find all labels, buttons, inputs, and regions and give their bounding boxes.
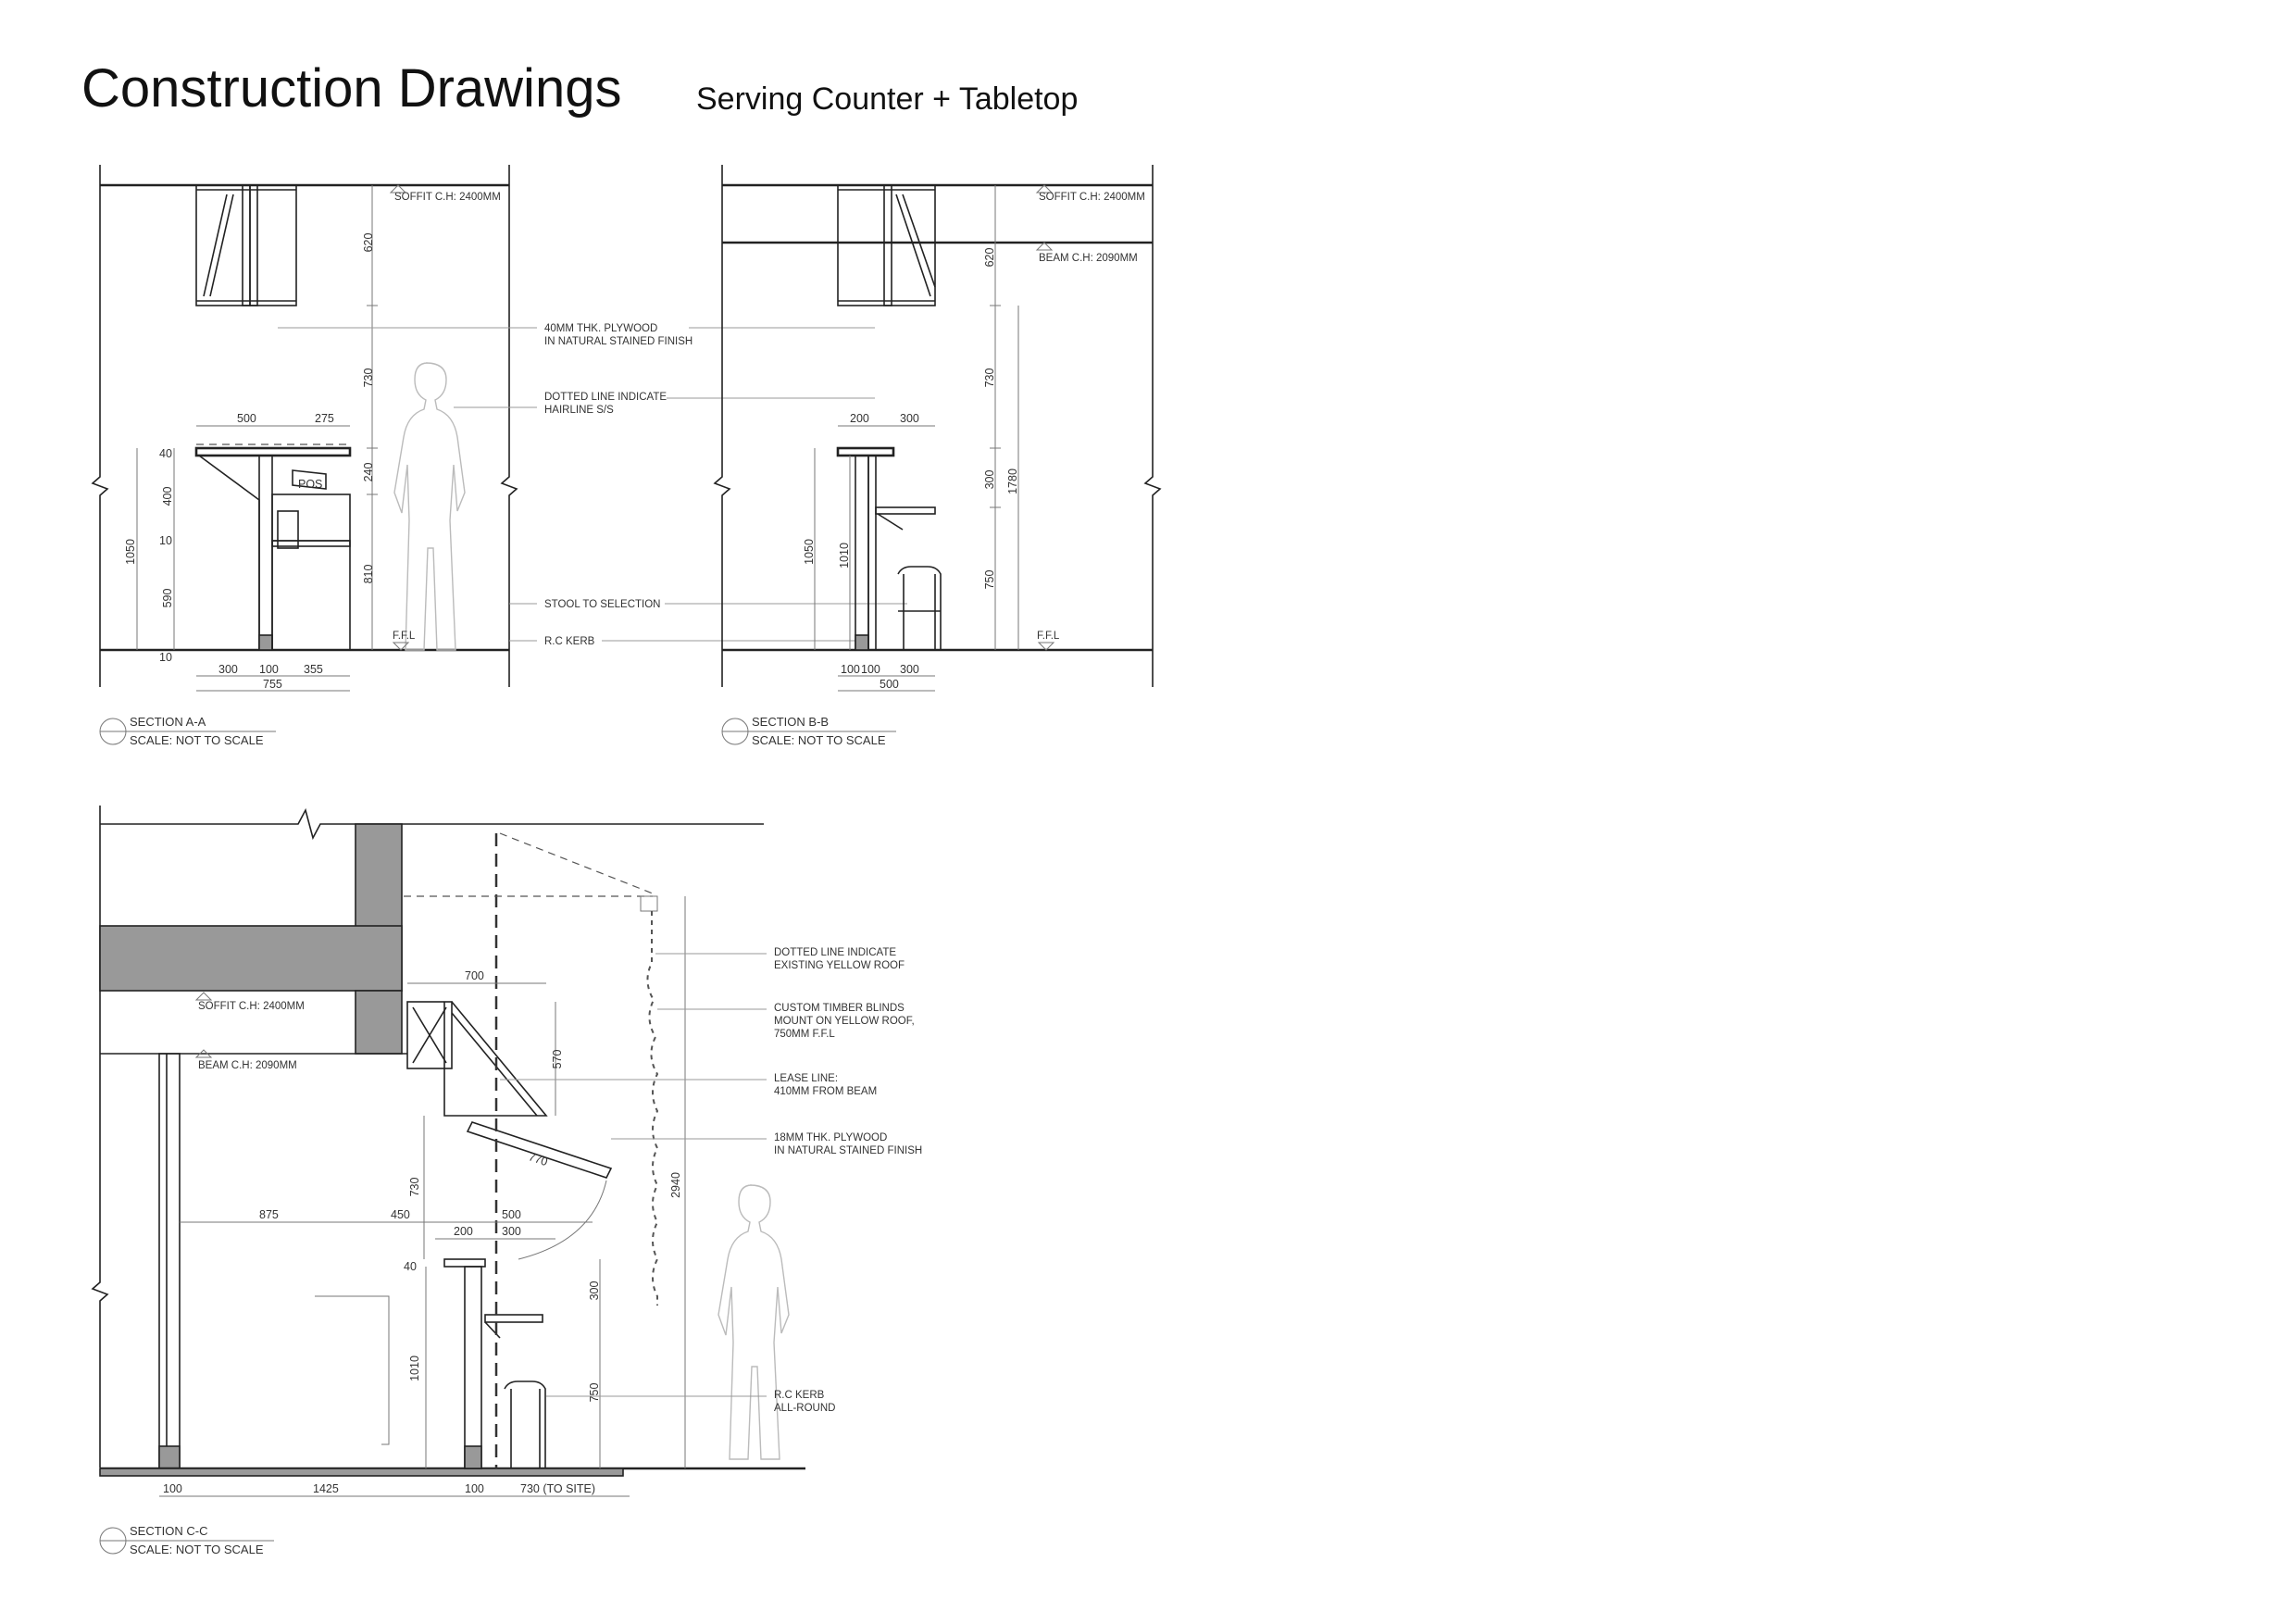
- svg-text:STOOL TO SELECTION: STOOL TO SELECTION: [544, 599, 661, 610]
- section-c-top-break-line: [100, 810, 764, 838]
- section-b-countertop: [838, 448, 893, 456]
- section-a-a-drawing: [93, 165, 517, 747]
- section-c-flap-panel: [468, 1122, 611, 1178]
- svg-text:IN NATURAL STAINED FINISH: IN NATURAL STAINED FINISH: [774, 1145, 923, 1156]
- svg-text:1010: 1010: [838, 543, 851, 568]
- section-c-concrete-beam: [100, 926, 402, 991]
- svg-text:BEAM C.H: 2090MM: BEAM C.H: 2090MM: [1039, 253, 1138, 264]
- section-c-soffit-marker: [196, 993, 211, 1000]
- svg-text:300: 300: [502, 1225, 521, 1238]
- section-b-stool: [898, 567, 941, 650]
- section-c-timber-blinds: [647, 911, 657, 1305]
- section-a-right-wall: [502, 165, 517, 687]
- svg-text:40MM THK. PLYWOOD: 40MM THK. PLYWOOD: [544, 323, 658, 334]
- svg-text:240: 240: [362, 462, 375, 482]
- svg-text:DOTTED LINE INDICATE: DOTTED LINE INDICATE: [774, 947, 897, 958]
- svg-text:620: 620: [362, 232, 375, 253]
- svg-text:300: 300: [588, 1280, 601, 1301]
- section-c-human-figure: [718, 1185, 789, 1459]
- svg-text:500: 500: [880, 678, 899, 691]
- svg-text:10: 10: [159, 651, 172, 664]
- section-a-counter-post: [259, 456, 272, 650]
- section-a-counter-body: [272, 494, 350, 650]
- svg-text:100: 100: [861, 663, 880, 676]
- svg-text:750: 750: [588, 1382, 601, 1403]
- svg-text:200: 200: [850, 412, 869, 425]
- section-b-tabletop: [876, 507, 935, 514]
- section-c-stool: [505, 1381, 545, 1468]
- svg-text:500: 500: [237, 412, 256, 425]
- section-a-overhead-cabinet: [196, 185, 296, 306]
- svg-text:500: 500: [502, 1208, 521, 1221]
- svg-text:810: 810: [362, 564, 375, 584]
- svg-text:40: 40: [159, 447, 172, 460]
- svg-text:1425: 1425: [313, 1482, 339, 1495]
- svg-text:1050: 1050: [803, 539, 816, 565]
- svg-text:410MM FROM BEAM: 410MM FROM BEAM: [774, 1086, 878, 1097]
- section-b-scale: SCALE: NOT TO SCALE: [752, 733, 886, 747]
- svg-text:875: 875: [259, 1208, 279, 1221]
- svg-text:F.F.L: F.F.L: [393, 631, 416, 642]
- svg-text:POS: POS: [298, 478, 323, 491]
- section-c-counter-post: [465, 1267, 481, 1468]
- section-c-left-wall: [93, 806, 107, 1468]
- svg-text:750: 750: [983, 569, 996, 590]
- svg-text:730: 730: [362, 368, 375, 388]
- svg-text:DOTTED LINE INDICATE: DOTTED LINE INDICATE: [544, 392, 668, 403]
- svg-text:400: 400: [161, 486, 174, 506]
- svg-text:1050: 1050: [124, 539, 137, 565]
- svg-text:BEAM C.H: 2090MM: BEAM C.H: 2090MM: [198, 1060, 297, 1071]
- svg-text:450: 450: [391, 1208, 410, 1221]
- section-c-title: SECTION C-C: [130, 1524, 208, 1538]
- svg-text:355: 355: [304, 663, 323, 676]
- svg-text:SOFFIT C.H: 2400MM: SOFFIT C.H: 2400MM: [1039, 192, 1145, 203]
- section-c-c-drawing: [93, 806, 922, 1556]
- svg-text:620: 620: [983, 247, 996, 268]
- section-b-b-drawing: [715, 165, 1160, 747]
- svg-text:300: 300: [983, 469, 996, 490]
- svg-text:F.F.L: F.F.L: [1037, 631, 1060, 642]
- section-c-scale: SCALE: NOT TO SCALE: [130, 1543, 264, 1556]
- svg-text:730: 730: [408, 1177, 421, 1197]
- svg-text:100: 100: [465, 1482, 484, 1495]
- svg-text:R.C KERB: R.C KERB: [544, 636, 595, 647]
- svg-text:300: 300: [900, 412, 919, 425]
- svg-text:40: 40: [404, 1260, 417, 1273]
- section-c-existing-roof: [500, 833, 653, 893]
- svg-text:100: 100: [841, 663, 860, 676]
- svg-text:MOUNT ON YELLOW ROOF,: MOUNT ON YELLOW ROOF,: [774, 1016, 915, 1027]
- svg-text:300: 300: [900, 663, 919, 676]
- svg-text:10: 10: [159, 534, 172, 547]
- section-b-counter-post: [855, 456, 868, 650]
- svg-text:1010: 1010: [408, 1355, 421, 1381]
- svg-text:CUSTOM TIMBER BLINDS: CUSTOM TIMBER BLINDS: [774, 1003, 905, 1014]
- svg-text:275: 275: [315, 412, 334, 425]
- section-a-countertop: [196, 448, 350, 456]
- section-a-scale: SCALE: NOT TO SCALE: [130, 733, 264, 747]
- svg-text:ALL-ROUND: ALL-ROUND: [774, 1403, 836, 1414]
- svg-text:570: 570: [551, 1049, 564, 1069]
- svg-text:200: 200: [454, 1225, 473, 1238]
- section-a-human-figure: [394, 363, 465, 650]
- svg-text:EXISTING YELLOW ROOF: EXISTING YELLOW ROOF: [774, 960, 905, 971]
- section-c-countertop: [444, 1259, 485, 1267]
- section-c-left-post: [159, 1054, 180, 1468]
- svg-text:770: 770: [527, 1150, 550, 1169]
- section-a-left-wall: [93, 165, 107, 687]
- svg-text:IN NATURAL STAINED FINISH: IN NATURAL STAINED FINISH: [544, 336, 693, 347]
- svg-text:SOFFIT C.H: 2400MM: SOFFIT C.H: 2400MM: [198, 1001, 305, 1012]
- svg-text:590: 590: [161, 588, 174, 608]
- page-subtitle: Serving Counter + Tabletop: [696, 81, 1079, 117]
- svg-text:700: 700: [465, 969, 484, 982]
- svg-text:LEASE LINE:: LEASE LINE:: [774, 1073, 839, 1084]
- svg-text:730: 730: [983, 368, 996, 388]
- svg-text:HAIRLINE S/S: HAIRLINE S/S: [544, 405, 614, 416]
- svg-text:100: 100: [163, 1482, 182, 1495]
- svg-text:755: 755: [263, 678, 282, 691]
- page-title: Construction Drawings: [81, 58, 622, 119]
- svg-text:750MM F.F.L: 750MM F.F.L: [774, 1029, 835, 1040]
- section-b-title: SECTION B-B: [752, 715, 830, 729]
- svg-text:300: 300: [218, 663, 238, 676]
- svg-text:SOFFIT C.H: 2400MM: SOFFIT C.H: 2400MM: [394, 192, 501, 203]
- section-a-title: SECTION A-A: [130, 715, 206, 729]
- svg-text:100: 100: [259, 663, 279, 676]
- section-c-tabletop: [485, 1315, 543, 1322]
- svg-text:2940: 2940: [669, 1172, 682, 1198]
- svg-text:18MM THK. PLYWOOD: 18MM THK. PLYWOOD: [774, 1132, 888, 1143]
- svg-text:R.C KERB: R.C KERB: [774, 1390, 825, 1401]
- svg-text:730 (TO SITE): 730 (TO SITE): [520, 1482, 596, 1495]
- svg-text:1780: 1780: [1006, 468, 1019, 494]
